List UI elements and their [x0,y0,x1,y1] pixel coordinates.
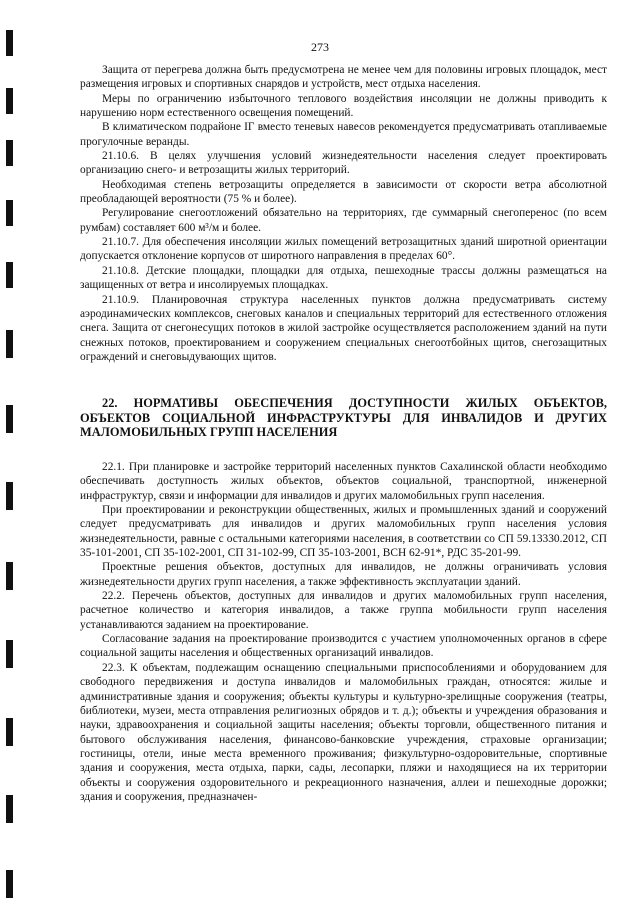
binder-mark [6,718,13,746]
paragraph: В климатическом подрайоне IГ вместо теневых навесов рекомендуется предусматривать отапливаемые прогулочные веранды. [80,121,607,148]
page-number: 273 [311,40,329,54]
top-section [80,63,607,364]
paragraph: 21.10.8. Детские площадки, площадки для отдыха, пешеходные трассы должны размещаться на защищенных от ветра и инсолируемых площадках. [80,264,607,292]
paragraph: 21.10.7. Для обеспечения инсоляции жилых помещений ветрозащитных зданий широтной ориентации допускается отклонение корпусов от широтного направления в пределах 60°. [80,236,607,263]
section-heading: 22. НОРМАТИВЫ ОБЕСПЕЧЕНИЯ ДОСТУПНОСТИ ЖИЛЫХ ОБЪЕКТОВ, ОБЪЕКТОВ СОЦИАЛЬНОЙ ИНФРАСТРУКТУРЫ ДЛЯ ИНВАЛИДОВ И ДРУГИХ МАЛОМОБИЛЬНЫХ ГРУПП НАСЕЛЕНИЯ [80,396,607,440]
paragraph: Проектные решения объектов, доступных для инвалидов, не должны ограничивать условия жизнедеятельности других групп населения, а также эффективность эксплуатации зданий. [80,561,607,588]
binder-mark [6,140,13,166]
binder-mark [6,562,13,590]
paragraph: 22.2. Перечень объектов, доступных для инвалидов и других маломобильных групп населения, расчетное количество и категория инвалидов, а также группа мобильности групп населения устанавливаются заданием на проектирование. [80,590,607,631]
binder-mark [6,262,13,288]
paragraph: 22.3. К объектам, подлежащим оснащению специальными приспособлениями и оборудованием для свободного передвижения и доступа инвалидов и маломобильных граждан, относятся: жилые и административные здания и сооружения; объекты культуры и культурно-зрелищные сооружения (театры, библиотеки, музеи, места отправления религиозных обрядов и т. д.); объекты и учреждения образования и науки, здравоохранения и социальной защиты населения; объекты торговли, общественного питания и бытового обслуживания населения, финансово-банковские учреждения, страховые организации; гостиницы, отели, иные места временного проживания; физкультурно-оздоровительные, спортивные здания и сооружения, места отдыха, парки, сады, лесопарки, пляжи и находящиеся на их территории объекты и сооружения оздоровительного и рекреационного назначения, аллеи и пешеходные дорожки; здания и сооружения, предназначен- [80,661,607,803]
paragraph: Необходимая степень ветрозащиты определяется в зависимости от скорости ветра абсолютной преобладающей вероятности (75 % и более). [80,178,607,206]
binder-mark [6,795,13,823]
binder-mark [6,88,13,114]
paragraph: Регулирование снегоотложений обязательно на территориях, где суммарный снегоперенос (по всем румбам) составляет 600 м³/м и более. [80,207,607,234]
binder-mark [6,482,13,510]
binder-mark [6,640,13,668]
document-body [80,63,607,804]
binder-mark [6,200,13,226]
paragraph: При проектировании и реконструкции общественных, жилых и промышленных зданий и сооружений следует предусматривать для инвалидов и других маломобильных групп населения условия жизнедеятельности, равные с остальными категориями населения, в соответствии со СП 59.13330.2012, СП 35-101-2001, СП 35-102-2001, СП 31-102-99, СП 35-103-2001, ВСН 62-91*, РДС 35-201-99. [80,504,607,560]
binder-mark [6,870,13,898]
paragraph: 21.10.6. В целях улучшения условий жизнедеятельности населения следует проектировать организацию снего- и ветрозащиты жилых территорий. [80,150,607,177]
binder-mark [6,405,13,433]
paragraph: 21.10.9. Планировочная структура населенных пунктов должна предусматривать систему аэродинамических комплексов, снеговых каналов и специальных территорий для естественного отложения снега. Защита от снегонесущих потоков в жилой застройке осуществляется расположением зданий на пути снежных потоков, проектированием и сооружением специальных снегоотбойных щитов, снегозащитных ограждений и снеговыдувающих щитов. [80,293,607,363]
binder-mark [6,330,13,358]
paragraph: Защита от перегрева должна быть предусмотрена не менее чем для половины игровых площадок, мест размещения игровых и спортивных снарядов и устройств, мест отдыха населения. [80,64,607,91]
paragraph: Меры по ограничению избыточного теплового воздействия инсоляции не должны приводить к нарушению норм естественного освещения помещений. [80,92,607,120]
paragraph: 22.1. При планировке и застройке территорий населенных пунктов Сахалинской области необходимо обеспечивать доступность жилых объектов, объектов социальной, транспортной, инженерной инфраструктур, связи и информации для инвалидов и других маломобильных групп населения. [80,461,607,502]
section-22-body [80,460,607,804]
paragraph: Согласование задания на проектирование производится с участием уполномоченных органов в сфере социальной защиты населения и общественных организаций инвалидов. [80,633,607,660]
binder-edge-marks [6,0,14,905]
